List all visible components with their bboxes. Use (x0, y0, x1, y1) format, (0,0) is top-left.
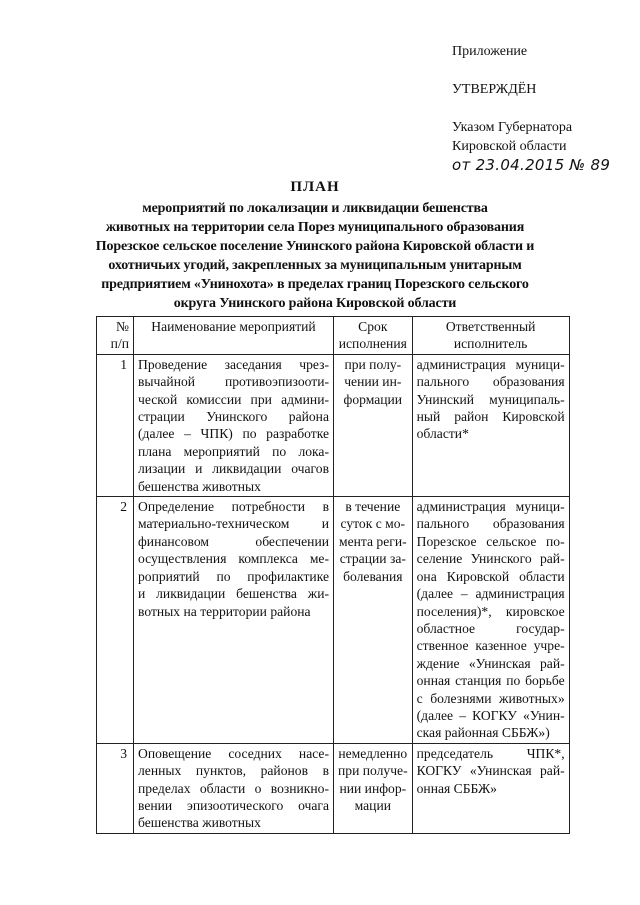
activity-name-line: осуществления комплекса ме- (138, 551, 329, 567)
responsible-line: (далее – администрация (416, 586, 565, 602)
table-header-row (97, 317, 570, 355)
responsible-line: областное государ- (416, 620, 565, 636)
responsible-cell (412, 354, 569, 496)
deadline-line: болевания (343, 568, 403, 584)
responsible-line: Порезское сельское по- (416, 533, 565, 549)
activity-name-line: Оповещение соседних насе- (138, 745, 329, 761)
title-line: мероприятий по локализации и ликвидации бешенства (142, 201, 488, 216)
deadline-cell (334, 354, 413, 496)
appendix-label: Приложение (452, 44, 528, 59)
responsible-line: КОГКУ «Унинская рай- (416, 763, 565, 779)
activity-name-line: роприятий по профилактике (138, 568, 329, 584)
row-number: 2 (97, 497, 134, 744)
activity-name-cell (134, 354, 334, 496)
responsible-line: (далее – КОГКУ «Унин- (416, 707, 565, 723)
deadline-line: чении ин- (344, 374, 402, 390)
responsible-line: онная СББЖ» (416, 780, 497, 796)
activity-name-line: материально-техническом и (138, 516, 329, 532)
approval-block (452, 42, 610, 175)
title-line: охотничьих угодий, закрепленных за муниципальным унитарным (108, 258, 522, 273)
decree-line-2: Кировской области (452, 139, 567, 154)
deadline-line: суток с мо- (340, 516, 406, 532)
document-title (95, 178, 535, 313)
responsible-line: ждение «Унинская рай- (416, 655, 565, 671)
activity-name-line: вении эпизоотического очага (138, 797, 329, 813)
title-line: животных на территории села Порез муниципального образования (105, 220, 525, 235)
activity-name-line: Проведение заседания чрез- (138, 356, 329, 372)
responsible-cell (412, 743, 569, 833)
responsible-line: поселения)*, кировское (416, 603, 565, 619)
activity-name-line: и ликвидации бешенства жи- (138, 586, 329, 602)
deadline-line: немедленно (338, 745, 408, 761)
row-number: 1 (97, 354, 134, 496)
responsible-line: ный район Кировской (416, 409, 565, 425)
responsible-line: она Кировской области (416, 568, 565, 584)
deadline-line: в течение (345, 499, 401, 515)
activity-name-line: бешенства животных (138, 478, 261, 494)
responsible-line: пального образования (416, 374, 565, 390)
responsible-line: ская районная СББЖ») (416, 725, 550, 741)
title-line: предприятием «Унинохота» в пределах границ Порезского сельского (101, 277, 529, 292)
decree-date-number: от 23.04.2015 № 89 (452, 156, 611, 174)
decree-line-1: Указом Губернатора (452, 120, 573, 135)
activity-name-line: финансовом обеспечении (138, 533, 329, 549)
activity-name-line: лизации и ликвидации очагов (138, 461, 329, 477)
plan-table (96, 316, 570, 834)
activity-name-cell (134, 497, 334, 744)
approved-label: УТВЕРЖДЁН (452, 82, 537, 97)
activity-name-line: ческой комиссии при админи- (138, 391, 329, 407)
header-deadline-line: Срок (358, 319, 388, 334)
responsible-line: селение Унинского рай- (416, 551, 565, 567)
activity-name-line: вотных на территории района (138, 603, 311, 619)
activity-name-line: (далее – ЧПК) по разработке (138, 426, 329, 442)
header-deadline-line: исполнения (338, 336, 407, 352)
header-name: Наименование мероприятий (134, 317, 334, 355)
responsible-line: администрация муници- (416, 356, 565, 372)
row-number: 3 (97, 743, 134, 833)
title-heading: ПЛАН (290, 179, 340, 195)
header-num-line: № (116, 319, 129, 334)
deadline-line: страции за- (339, 551, 406, 567)
responsible-line: ственное казенное учре- (416, 638, 565, 654)
deadline-line: мента реги- (338, 533, 407, 549)
responsible-line: Унинский муниципаль- (416, 391, 565, 407)
deadline-line: при полу- (344, 356, 402, 372)
responsible-line: председатель ЧПК*, (416, 745, 565, 761)
responsible-line: области* (416, 426, 469, 442)
header-num-line: п/п (110, 336, 129, 352)
activity-name-line: Определение потребности в (138, 499, 329, 515)
activity-name-line: ленных пунктов, районов в (138, 763, 329, 779)
responsible-line: пального образования (416, 516, 565, 532)
deadline-cell (334, 743, 413, 833)
responsible-line: администрация муници- (416, 499, 565, 515)
header-responsible (412, 317, 569, 355)
responsible-line: с болезнями животных» (416, 690, 565, 706)
activity-name-line: вычайной противоэпизооти- (138, 374, 329, 390)
table-row (97, 497, 570, 744)
table-row (97, 743, 570, 833)
title-line: Порезское сельское поселение Унинского района Кировской области и (95, 239, 535, 254)
deadline-line: при получе- (338, 763, 408, 779)
activity-name-line: плана мероприятий по лока- (138, 443, 329, 459)
responsible-line: онная станция по борьбе (416, 673, 565, 689)
table-row (97, 354, 570, 496)
header-responsible-line: исполнитель (453, 336, 528, 352)
activity-name-line: пределах области о возникно- (138, 780, 329, 796)
deadline-cell (334, 497, 413, 744)
header-responsible-line: Ответственный (445, 319, 536, 334)
title-line: округа Унинского района Кировской области (173, 296, 457, 311)
deadline-line: нии инфор- (339, 780, 407, 796)
activity-name-cell (134, 743, 334, 833)
header-deadline (334, 317, 413, 355)
responsible-cell (412, 497, 569, 744)
header-num (97, 317, 134, 355)
activity-name-line: страции Унинского района (138, 409, 329, 425)
deadline-line: мации (354, 797, 391, 813)
activity-name-line: бешенства животных (138, 815, 261, 831)
deadline-line: формации (343, 391, 403, 407)
